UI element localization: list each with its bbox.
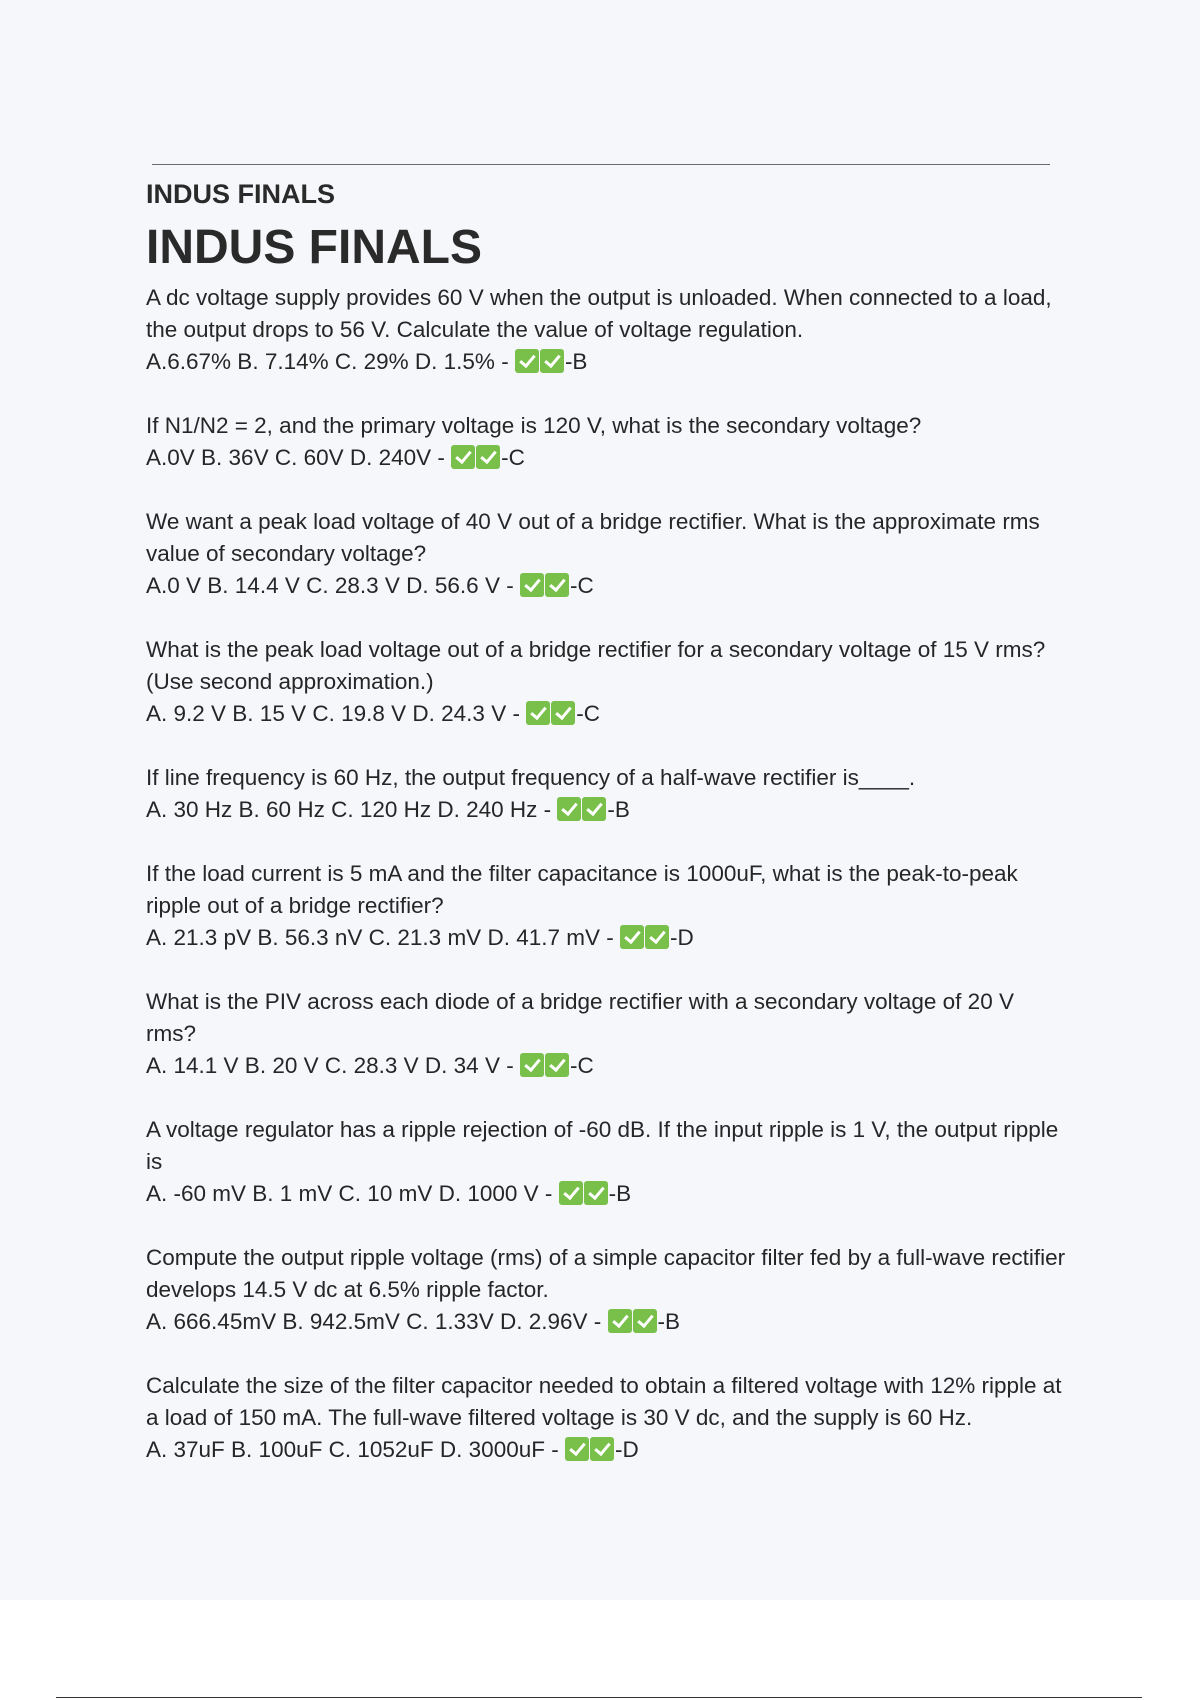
check-mark-icon bbox=[565, 1437, 589, 1461]
check-mark-icon bbox=[451, 445, 475, 469]
question-text: If N1/N2 = 2, and the primary voltage is 120 V, what is the secondary voltage? bbox=[146, 413, 922, 438]
question-text: What is the PIV across each diode of a bridge rectifier with a secondary voltage of 20 V rms? bbox=[146, 989, 1014, 1046]
answer-options: A. 37uF B. 100uF C. 1052uF D. 3000uF - bbox=[146, 1437, 565, 1462]
answer-options: A.0 V B. 14.4 V C. 28.3 V D. 56.6 V - bbox=[146, 573, 520, 598]
check-mark-icon bbox=[520, 573, 544, 597]
question-item bbox=[146, 762, 1066, 826]
check-mark-icon bbox=[645, 925, 669, 949]
correct-answer: -C bbox=[569, 1053, 594, 1078]
check-mark-icon bbox=[526, 701, 550, 725]
check-mark-icon bbox=[633, 1309, 657, 1333]
document-title: INDUS FINALS bbox=[146, 221, 482, 274]
question-text: We want a peak load voltage of 40 V out of a bridge rectifier. What is the approximate rms value of secondary voltage? bbox=[146, 509, 1040, 566]
answer-options: A. -60 mV B. 1 mV C. 10 mV D. 1000 V - bbox=[146, 1181, 559, 1206]
check-mark-icon bbox=[620, 925, 644, 949]
question-item bbox=[146, 858, 1066, 954]
correct-answer: -D bbox=[614, 1437, 639, 1462]
check-mark-icon bbox=[551, 701, 575, 725]
check-mark-icon bbox=[476, 445, 500, 469]
document-body bbox=[146, 176, 1066, 1498]
question-text: Calculate the size of the filter capacitor needed to obtain a filtered voltage with 12% ripple at a load of 150 mA. The full-wave filtered voltage is 30 V dc, and the supply is 60 Hz. bbox=[146, 1373, 1062, 1430]
answer-line bbox=[146, 1178, 1066, 1210]
question-text: A voltage regulator has a ripple rejection of -60 dB. If the input ripple is 1 V, the output ripple is bbox=[146, 1117, 1059, 1174]
question-item bbox=[146, 282, 1066, 378]
question-text: If line frequency is 60 Hz, the output frequency of a half-wave rectifier is____. bbox=[146, 765, 916, 790]
question-text: What is the peak load voltage out of a bridge rectifier for a secondary voltage of 15 V rms? (Use second approximation.) bbox=[146, 637, 1046, 694]
answer-options: A. 9.2 V B. 15 V C. 19.8 V D. 24.3 V - bbox=[146, 701, 527, 726]
correct-answer: -B bbox=[608, 1181, 632, 1206]
question-item bbox=[146, 410, 1066, 474]
check-mark-icon bbox=[540, 349, 564, 373]
question-item bbox=[146, 1370, 1066, 1466]
correct-answer: -D bbox=[669, 925, 694, 950]
check-mark-icon bbox=[515, 349, 539, 373]
answer-line bbox=[146, 922, 1066, 954]
check-mark-icon bbox=[584, 1181, 608, 1205]
correct-answer: -C bbox=[569, 573, 594, 598]
question-text: Compute the output ripple voltage (rms) of a simple capacitor filter fed by a full-wave rectifier develops 14.5 V dc at 6.5% ripple factor. bbox=[146, 1245, 1066, 1302]
question-text: If the load current is 5 mA and the filter capacitance is 1000uF, what is the peak-to-peak ripple out of a bridge rectifier? bbox=[146, 861, 1018, 918]
check-mark-icon bbox=[559, 1181, 583, 1205]
answer-line bbox=[146, 1306, 1066, 1338]
check-mark-icon bbox=[545, 573, 569, 597]
question-item bbox=[146, 1242, 1066, 1338]
answer-options: A. 21.3 pV B. 56.3 nV C. 21.3 mV D. 41.7 mV - bbox=[146, 925, 620, 950]
answer-options: A.6.67% B. 7.14% C. 29% D. 1.5% - bbox=[146, 349, 515, 374]
answer-options: A. 666.45mV B. 942.5mV C. 1.33V D. 2.96V - bbox=[146, 1309, 608, 1334]
question-text: A dc voltage supply provides 60 V when the output is unloaded. When connected to a load, the output drops to 56 V. Calculate the value of voltage regulation. bbox=[146, 285, 1052, 342]
check-mark-icon bbox=[582, 797, 606, 821]
question-item bbox=[146, 986, 1066, 1082]
check-mark-icon bbox=[590, 1437, 614, 1461]
answer-line bbox=[146, 346, 1066, 378]
check-mark-icon bbox=[557, 797, 581, 821]
question-item bbox=[146, 634, 1066, 730]
answer-options: A. 14.1 V B. 20 V C. 28.3 V D. 34 V - bbox=[146, 1053, 520, 1078]
answer-options: A. 30 Hz B. 60 Hz C. 120 Hz D. 240 Hz - bbox=[146, 797, 558, 822]
answer-line bbox=[146, 442, 1066, 474]
answer-line bbox=[146, 1050, 1066, 1082]
question-item bbox=[146, 1114, 1066, 1210]
correct-answer: -B bbox=[607, 797, 630, 822]
check-mark-icon bbox=[545, 1053, 569, 1077]
header-divider bbox=[152, 164, 1050, 165]
footer-divider bbox=[56, 1697, 1142, 1698]
check-mark-icon bbox=[520, 1053, 544, 1077]
document-header-title: INDUS FINALS bbox=[146, 179, 335, 209]
correct-answer: -C bbox=[501, 445, 525, 470]
correct-answer: -B bbox=[564, 349, 588, 374]
correct-answer: -B bbox=[657, 1309, 680, 1334]
correct-answer: -C bbox=[576, 701, 600, 726]
answer-options: A.0V B. 36V C. 60V D. 240V - bbox=[146, 445, 452, 470]
answer-line bbox=[146, 698, 1066, 730]
question-item bbox=[146, 506, 1066, 602]
answer-line bbox=[146, 570, 1066, 602]
answer-line bbox=[146, 1434, 1066, 1466]
check-mark-icon bbox=[608, 1309, 632, 1333]
answer-line bbox=[146, 794, 1066, 826]
